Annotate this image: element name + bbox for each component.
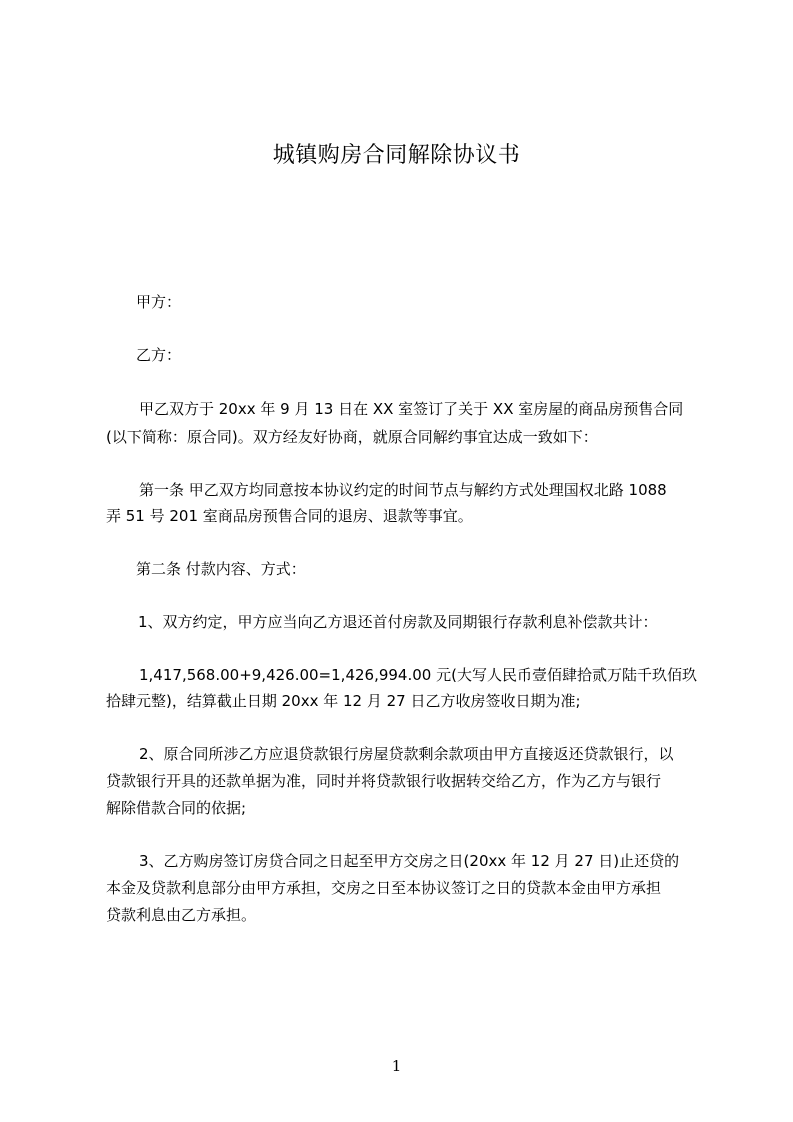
article2-heading: 第二条 付款内容、方式： xyxy=(136,560,306,578)
intro-line-1: 甲乙双方于 20xx 年 9 月 13 日在 XX 室签订了关于 XX 室房屋的商品房预售合同 xyxy=(139,400,684,418)
article2-item2-line-2: 贷款银行开具的还款单据为准，同时并将贷款银行收据转交给乙方，作为乙方与银行 xyxy=(106,772,662,790)
article2-amount-line-1: 1,417,568.00+9,426.00=1,426,994.00 元(大写人民币壹佰肆拾贰万陆千玖佰玖 xyxy=(139,666,697,684)
article1-line-1: 第一条 甲乙双方均同意按本协议约定的时间节点与解约方式处理国权北路 1088 xyxy=(139,481,667,499)
article2-item3-line-2: 本金及贷款利息部分由甲方承担，交房之日至本协议签订之日的贷款本金由甲方承担 xyxy=(106,879,662,897)
article1-line-2: 弄 51 号 201 室商品房预售合同的退房、退款等事宜。 xyxy=(106,507,473,525)
party-b-label: 乙方： xyxy=(136,346,182,364)
article2-item2-line-3: 解除借款合同的依据; xyxy=(106,799,247,817)
article2-item2-line-1: 2、原合同所涉乙方应退贷款银行房屋贷款剩余款项由甲方直接返还贷款银行，以 xyxy=(139,745,674,763)
intro-line-2: (以下简称：原合同)。双方经友好协商，就原合同解约事宜达成一致如下： xyxy=(106,428,598,446)
document-title: 城镇购房合同解除协议书 xyxy=(272,143,521,168)
article2-item3-line-3: 贷款利息由乙方承担。 xyxy=(106,906,257,924)
article2-item1-line-1: 1、双方约定，甲方应当向乙方退还首付房款及同期银行存款利息补偿款共计： xyxy=(138,613,658,631)
party-a-label: 甲方： xyxy=(136,293,182,311)
article2-item3-line-1: 3、乙方购房签订房贷合同之日起至甲方交房之日(20xx 年 12 月 27 日)止还贷的 xyxy=(139,852,680,870)
article2-amount-line-2: 拾肆元整)，结算截止日期 20xx 年 12 月 27 日乙方收房签收日期为准; xyxy=(106,692,581,710)
page-number: 1 xyxy=(391,1057,402,1075)
